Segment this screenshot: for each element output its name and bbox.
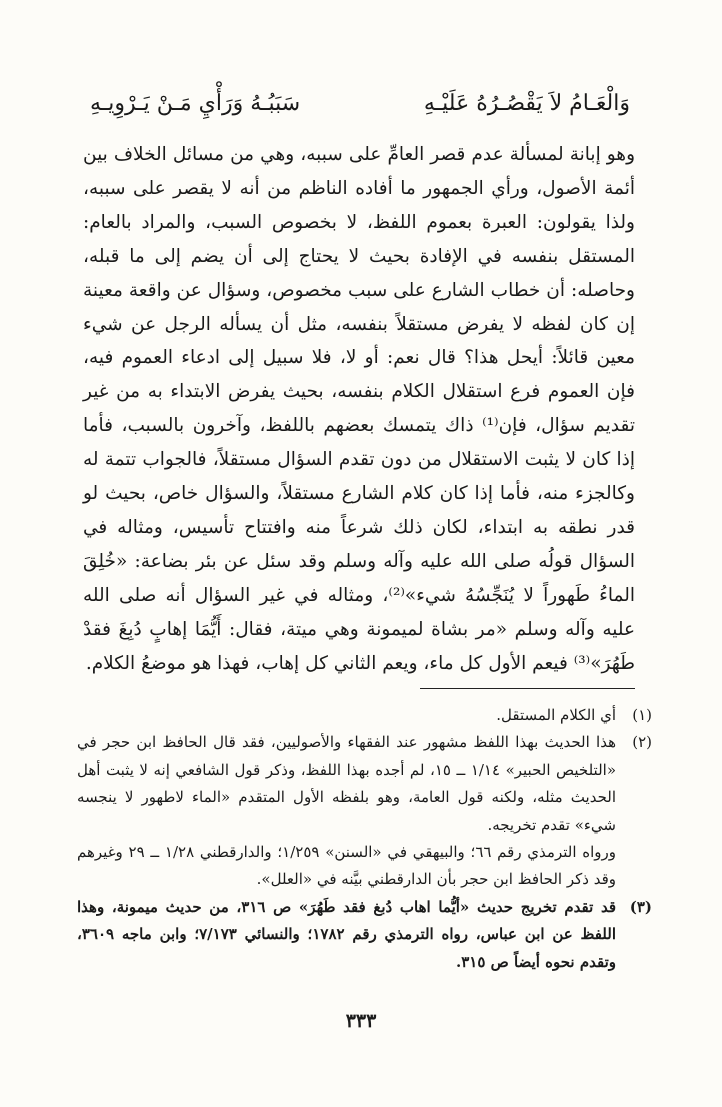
footnote-number: (٣)	[629, 897, 652, 916]
footnotes	[77, 702, 652, 976]
commentary-paragraph: وهو إبانة لمسألة عدم قصر العامِّ على سببه، وهي من مسائل الخلاف بين أئمة الأصول، ورأي الجمهور ما أفاده الناظم من أنه لا يقصر على سببه، ولذا يقولون: العبرة بعموم اللفظ، لا بخصوص السبب، والمراد بالعام: المستقل بنفسه في الإفادة بحيث لا يحتاج إلى أن يضم إلى ما قبله، وحاصله: أن خطاب الشارع على سبب مخصوص، وسؤال عن واقعة معينة إن كان لفظه لا يفرض مستقلاً بنفسه، مثل أن يسأله الرجل عن شيء معين قائلاً: أيحل هذا؟ قال نعم: أو لا، فلا سبيل إلى ادعاء العموم فيه، فإن العموم فرع استقلال الكلام بنفسه، بحيث يفرض الابتداء به من غير تقديم سؤال، فإن⁽¹⁾ ذاك يتمسك بعضهم باللفظ، وآخرون بالسبب، فأما إذا كان لا يثبت الاستقلال من دون تقدم السؤال مستقلاً، فالجواب تتمة له وكالجزء منه، فأما إذا كان كلام الشارع مستقلاً، والسؤال خاص، بحيث لو قدر نطقه به ابتداء، لكان ذلك شرعاً منه وافتتاح تأسيس، ومثاله في السؤال قولُه صلى الله عليه وآله وسلم وقد سئل عن بئر بضاعة: «خُلِقَ الماءُ طَهوراً لا يُنَجِّسُهُ شيء»⁽²⁾، ومثاله في غير السؤال أنه صلى الله عليه وآله وسلم «مر بشاة لميمونة وهي ميتة، فقال: أَيُّمَا إهابٍ دُبِغَ فقدْ طَهُرَ»⁽³⁾ فيعم الأول كل ماء، ويعم الثاني كل إهاب، فهذا هو موضعُ الكلام.	[83, 144, 635, 674]
footnote-text: هذا الحديث بهذا اللفظ مشهور عند الفقهاء والأصوليين، فقد قال الحافظ ابن حجر في «التلخيص الحبير» ١/١٤ ــ ١٥، لم أجده بهذا اللفظ، وذكر قول الشافعي إنه لا يثبت أهل الحديث مثله، ولكنه قول العامة، وهو بلفظه الأول المتقدم «الماء لاطهور لا ينجسه شيء» تقدم تخريجه.	[77, 733, 617, 834]
footnote-text: قد تقدم تخريج حديث «أيُّما اهاب دُبغ فقد طَهُرَ» ص ٣١٦، من حديث ميمونة، وهذا اللفظ عن ابن عباس، رواه الترمذي رقم ١٧٨٢؛ والنسائي ٧/١٧٣؛ وابن ماجه ٣٦٠٩، وتقدم نحوه أيضاً ص ٣١٥.	[77, 897, 617, 971]
footnote-separator	[420, 688, 635, 689]
footnote-1	[77, 702, 652, 729]
verse-hemistich-first: وَالْعَـامُ لاَ يَقْصُـرُهُ عَلَيْـهِ	[423, 91, 630, 116]
footnote-number: (١)	[632, 706, 652, 724]
page-number: ٣٣٣	[345, 1010, 377, 1032]
footnote-2	[77, 729, 652, 839]
verse-line	[90, 84, 630, 124]
main-text	[83, 138, 635, 681]
footnote-3	[77, 894, 652, 976]
footnote-number: (٢)	[632, 733, 652, 752]
footnote-2-continuation: ورواه الترمذي رقم ٦٦؛ والبيهقي في «السنن» ١/٢٥٩؛ والدارقطني ١/٢٨ ــ ٢٩ وغيرهم وقد ذكر الحافظ ابن حجر بأن الدارقطني بيَّنه في «العلل».	[77, 843, 616, 889]
verse-hemistich-second: سَبَبُـهُ وَرَأْيِ مَـنْ يَـرْوِيـهِ	[90, 91, 301, 116]
footnote-text: أي الكلام المستقل.	[496, 706, 616, 724]
